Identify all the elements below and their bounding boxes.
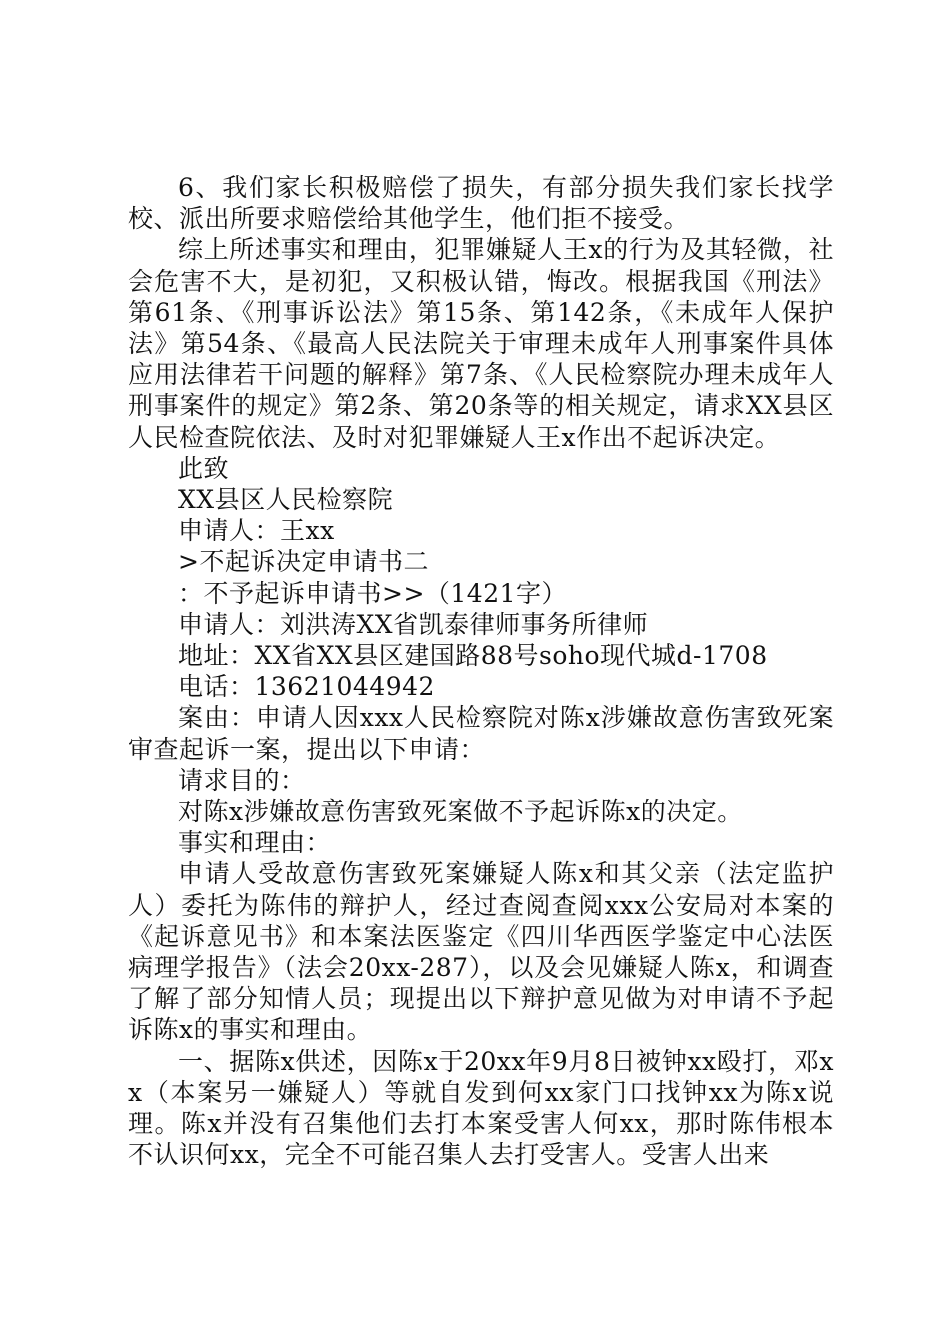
paragraph-point-one: 一、据陈x供述，因陈x于20xx年9月8日被钟xx殴打，邓xx（本案另一嫌疑人）等就自发到何xx家门口找钟xx为陈x说理。陈x并没有召集他们去打本案受害人何xx，那时陈伟根本不认识何xx，完全不可能召集人去打受害人。受害人出来 <box>128 1046 834 1170</box>
recipient: XX县区人民检察院 <box>178 485 394 515</box>
request-purpose: 对陈x涉嫌故意伤害致死案做不予起诉陈x的决定。 <box>178 797 743 827</box>
paragraph-summary: 综上所述事实和理由，犯罪嫌疑人王x的行为及其轻微，社会危害不大，是初犯，又积极认错，悔改。根据我国《刑法》第61条、《刑事诉讼法》第15条、第142条，《未成年人保护法》第54条、《最高人民法院关于审理未成年人刑事案件具体应用法律若干问题的解释》第7条、《人民检察院办理未成年人刑事案件的规定》第2条、第20条等的相关规定，请求XX县区人民检查院依法、及时对犯罪嫌疑人王x作出不起诉决定。 <box>128 235 834 452</box>
applicant-signature: 申请人：王xx <box>178 516 335 546</box>
address: 地址：XX省XX县区建国路88号soho现代城d-1708 <box>178 641 768 671</box>
section-title-two: >不起诉决定申请书二 <box>178 547 429 577</box>
section-subtitle: ：不予起诉申请书>>（1421字） <box>178 578 568 608</box>
salutation: 此致 <box>178 453 230 483</box>
request-purpose-heading: 请求目的： <box>178 765 306 795</box>
phone: 电话：13621044942 <box>178 672 435 702</box>
document-body <box>128 172 834 1171</box>
paragraph-facts: 申请人受故意伤害致死案嫌疑人陈x和其父亲（法定监护人）委托为陈伟的辩护人，经过查阅查阅xxx公安局对本案的《起诉意见书》和本案法医鉴定《四川华西医学鉴定中心法医病理学报告》（法会20xx-287），以及会见嫌疑人陈x，和调查了解了部分知情人员；现提出以下辩护意见做为对申请不予起诉陈x的事实和理由。 <box>128 859 834 1045</box>
facts-heading: 事实和理由： <box>178 828 332 858</box>
paragraph-case-cause: 案由：申请人因xxx人民检察院对陈x涉嫌故意伤害致死案审查起诉一案，提出以下申请： <box>128 703 834 764</box>
applicant-lawyer: 申请人：刘洪涛XX省凯泰律师事务所律师 <box>178 609 649 639</box>
paragraph-compensation: 6、我们家长积极赔偿了损失，有部分损失我们家长找学校、派出所要求赔偿给其他学生，他们拒不接受。 <box>128 173 834 234</box>
